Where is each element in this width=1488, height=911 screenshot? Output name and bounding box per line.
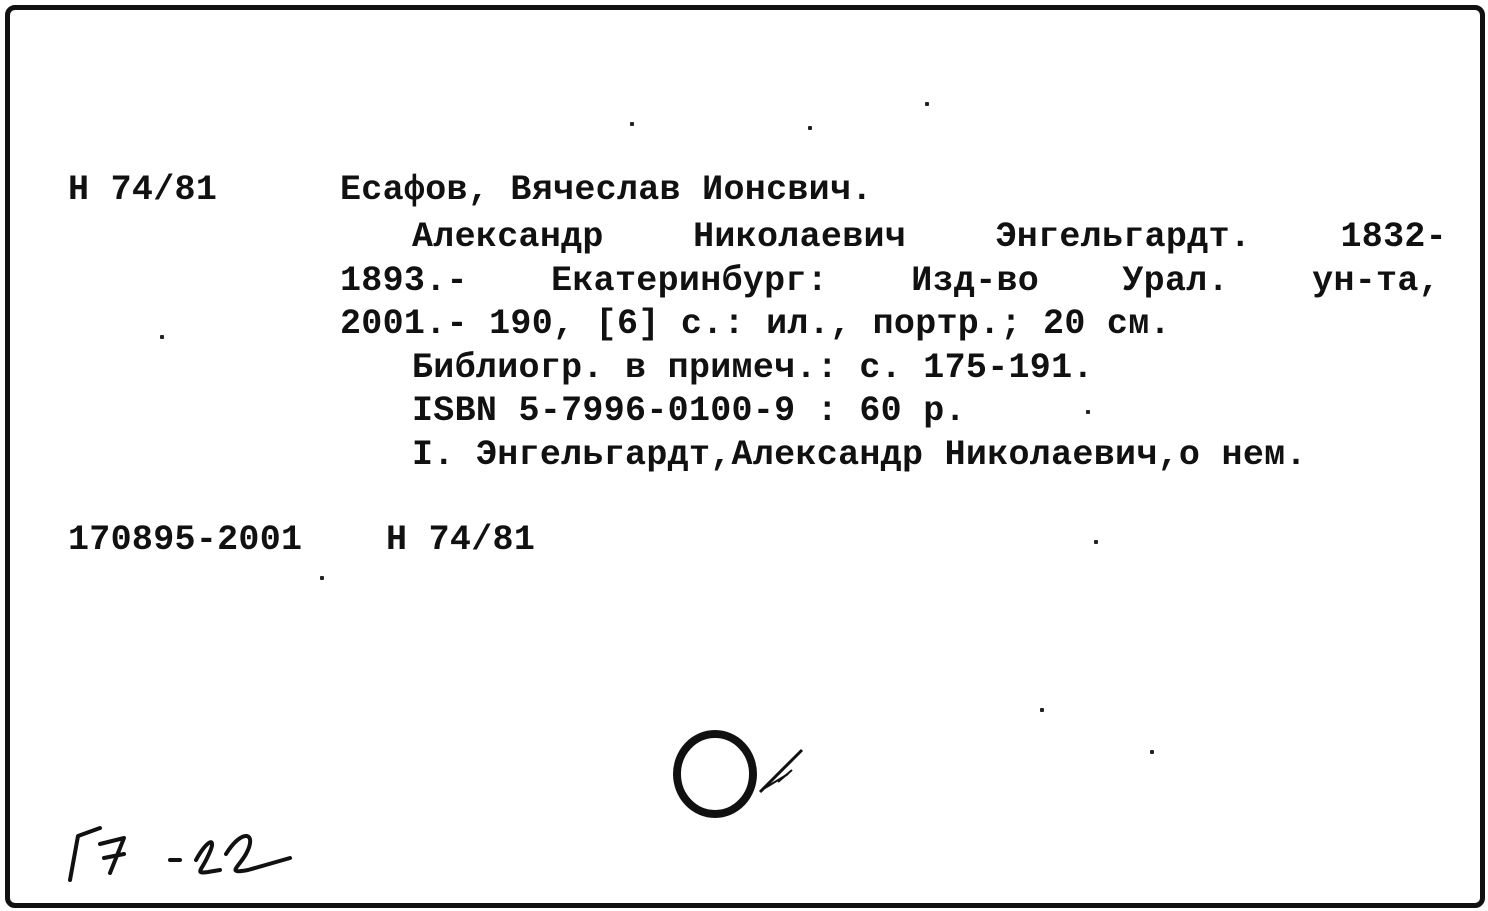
author-heading: Есафов, Вячеслав Ионсвич.: [340, 170, 873, 210]
bibliography-note: Библиогр. в примеч.: с. 175-191.: [412, 348, 1094, 388]
handwritten-note: [58, 818, 298, 888]
scan-speck: [808, 126, 812, 130]
title-line-1-word: Александр: [412, 217, 604, 257]
title-line-1-word: Николаевич: [693, 217, 907, 257]
title-line-1-word: 1832-: [1340, 217, 1447, 257]
scan-speck: [1086, 410, 1090, 414]
scan-speck: [925, 102, 929, 106]
catalog-card: [5, 5, 1485, 908]
subject-entry: I. Энгельгардт,Александр Николаевич,о нем.: [412, 435, 1307, 475]
title-line-2-word: Екатеринбург:: [551, 261, 829, 301]
scan-speck: [160, 335, 164, 339]
accession-number: 170895-2001: [68, 520, 303, 560]
imprint-line: 2001.- 190, [6] с.: ил., портр.; 20 см.: [340, 304, 1171, 344]
title-line-2-word: Урал.: [1122, 261, 1229, 301]
title-line-2: [340, 260, 1440, 302]
shelf-mark: Н 74/81: [68, 170, 218, 210]
title-line-1: [412, 216, 1447, 258]
title-line-1-word: Энгельгардт.: [995, 217, 1252, 257]
isbn-line: ISBN 5-7996-0100-9 : 60 р.: [412, 391, 966, 431]
shelf-mark-bottom: Н 74/81: [386, 520, 536, 560]
scan-speck: [1040, 708, 1044, 712]
scan-speck: [320, 576, 324, 580]
title-line-2-word: 1893.-: [340, 261, 468, 301]
scan-speck: [630, 122, 634, 126]
scan-speck: [1094, 540, 1098, 544]
scan-speck: [1150, 750, 1154, 754]
title-line-2-word: ун-та,: [1312, 261, 1440, 301]
title-line-2-word: Изд-во: [911, 261, 1040, 301]
punch-hole-stamp: [660, 722, 820, 832]
